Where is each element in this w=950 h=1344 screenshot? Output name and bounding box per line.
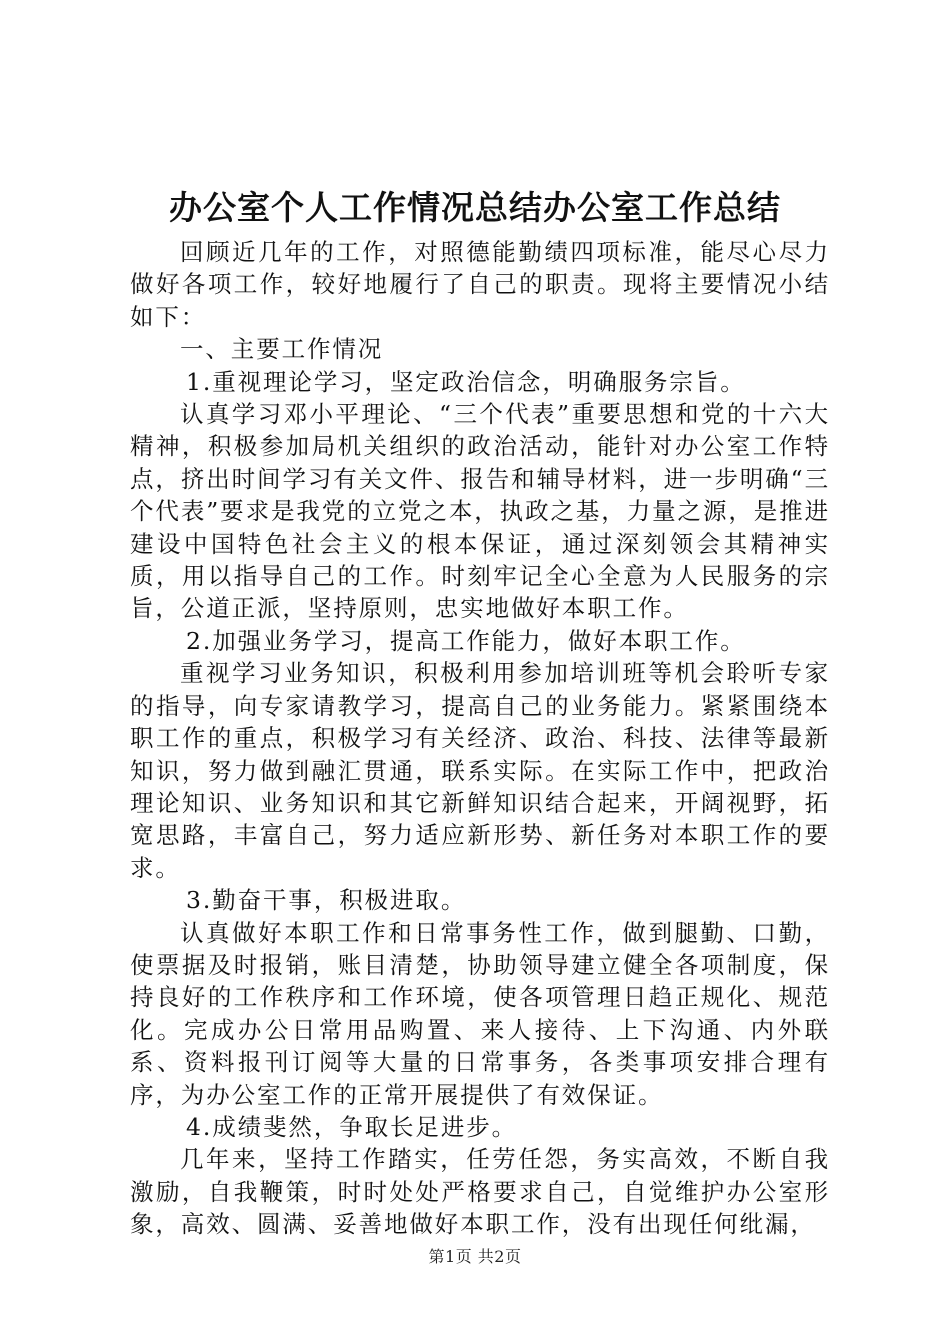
paragraph-diligent-work: 认真做好本职工作和日常事务性工作，做到腿勤、口勤，使票据及时报销，账目清楚，协助领导建立健全各项制度，保持良好的工作秩序和工作环境，使各项管理日趋正规化、规范化。完成办公日常用品购置、来人接待、上下沟通、内外联系、资料报刊订阅等大量的日常事务，各类事项安排合理有序，为办公室工作的正常开展提供了有效保证。 bbox=[130, 918, 830, 1109]
paragraph-theory-study: 认真学习邓小平理论、“三个代表”重要思想和党的十六大精神，积极参加局机关组织的政治活动，能针对办公室工作特点，挤出时间学习有关文件、报告和辅导材料，进一步明确“三个代表”要求是我党的立党之本，执政之基，力量之源，是推进建设中国特色社会主义的根本保证，通过深刻领会其精神实质，用以指导自己的工作。时刻牢记全心全意为人民服务的宗旨，公道正派，坚持原则，忠实地做好本职工作。 bbox=[130, 400, 830, 623]
subheading-achievements: 4.成绩斐然，争取长足进步。 bbox=[186, 1112, 518, 1141]
paragraph-business-study: 重视学习业务知识，积极利用参加培训班等机会聆听专家的指导，向专家请教学习，提高自己的业务能力。紧紧围绕本职工作的重点，积极学习有关经济、政治、科技、法律等最新知识，努力做到融汇贯通，联系实际。在实际工作中，把政治理论知识、业务知识和其它新鲜知识结合起来，开阔视野，拓宽思路，丰富自己，努力适应新形势、新任务对本职工作的要求。 bbox=[130, 659, 830, 882]
paragraph-intro: 回顾近几年的工作，对照德能勤绩四项标准，能尽心尽力做好各项工作，较好地履行了自己的职责。现将主要情况小结如下： bbox=[130, 238, 830, 331]
document-title: 办公室个人工作情况总结办公室工作总结 bbox=[169, 188, 781, 227]
page-number-footer: 第1页 共2页 bbox=[428, 1247, 522, 1266]
subheading-business-study: 2.加强业务学习，提高工作能力，做好本职工作。 bbox=[186, 626, 746, 655]
section-heading-main-work: 一、主要工作情况 bbox=[180, 335, 384, 364]
document-body bbox=[130, 236, 830, 1241]
paragraph-achievements: 几年来，坚持工作踏实，任劳任怨，务实高效，不断自我激励，自我鞭策，时时处处严格要求自己，自觉维护办公室形象，高效、圆满、妥善地做好本职工作，没有出现任何纰漏， bbox=[130, 1145, 830, 1239]
subheading-diligent-work: 3.勤奋干事，积极进取。 bbox=[186, 886, 467, 915]
subheading-theory-study: 1.重视理论学习，坚定政治信念，明确服务宗旨。 bbox=[186, 367, 746, 396]
